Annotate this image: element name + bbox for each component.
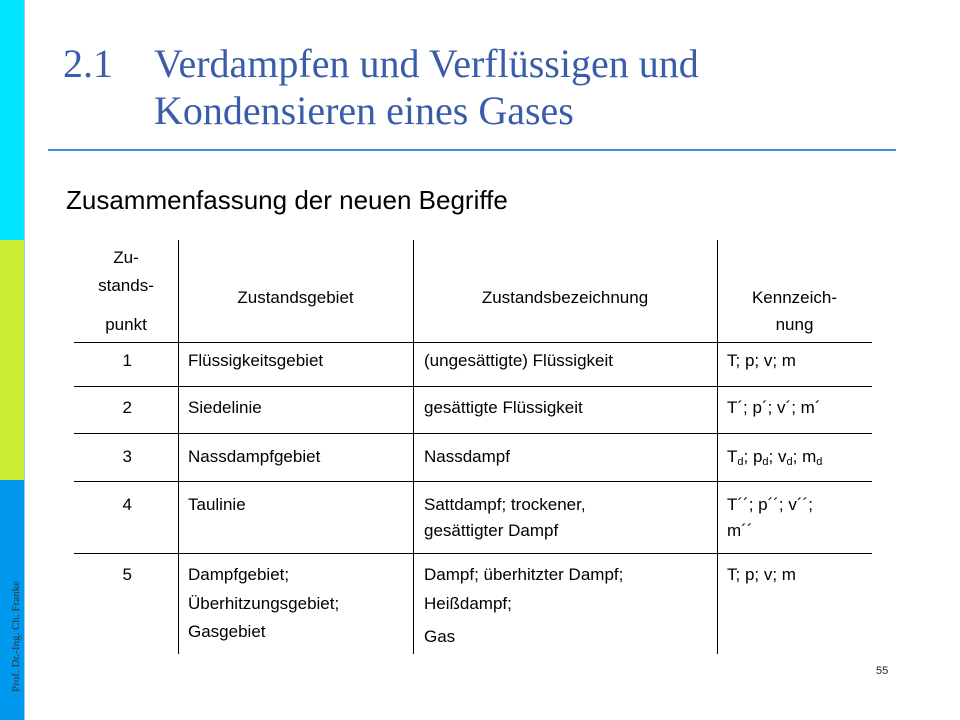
row-mark-line-2: m´´ xyxy=(727,521,753,540)
header-point-3: punkt xyxy=(105,315,147,334)
title-rule xyxy=(48,149,896,151)
table-hline xyxy=(74,481,872,482)
row-designation-line-2: gesättigter Dampf xyxy=(424,521,559,540)
row-number: 3 xyxy=(122,447,132,466)
row-designation: gesättigte Flüssigkeit xyxy=(424,398,583,417)
table-hline xyxy=(74,386,872,387)
row-mark: $T_d$; $p_d$; $v_d$; $m_d$ xyxy=(727,447,823,468)
header-designation: Zustandsbezeichnung xyxy=(481,288,649,307)
row-region-line-1: Dampfgebiet; xyxy=(188,565,290,584)
row-number: 1 xyxy=(122,351,132,370)
header-mark-2: nung xyxy=(775,315,814,334)
header-point-1: Zu- xyxy=(113,248,139,267)
page-number: 55 xyxy=(876,665,889,677)
author-label: Prof. Dr.-Ing. Ch. Franke xyxy=(10,581,22,692)
row-designation: (ungesättigte) Flüssigkeit xyxy=(424,351,613,370)
header-region: Zustandsgebiet xyxy=(237,288,354,307)
row-designation-line-3: Gas xyxy=(424,627,456,646)
side-bar-lime xyxy=(0,240,24,480)
row-designation-line-1: Dampf; überhitzter Dampf; xyxy=(424,565,624,584)
row-designation: Nassdampf xyxy=(424,447,510,466)
row-region: Flüssigkeitsgebiet xyxy=(188,351,324,370)
section-number: 2.1 xyxy=(63,41,113,86)
header-point-2: stands- xyxy=(98,276,154,295)
row-number: 2 xyxy=(122,398,132,417)
row-mark: T; p; v; m xyxy=(727,565,796,584)
row-region: Taulinie xyxy=(188,495,246,514)
title-line-1: Verdampfen und Verflüssigen und xyxy=(154,41,699,86)
slide-subtitle: Zusammenfassung der neuen Begriffe xyxy=(66,185,508,215)
side-divider xyxy=(24,0,25,720)
row-mark-line-1: T´´; p´´; v´´; xyxy=(727,495,813,514)
row-designation-line-1: Sattdampf; trockener, xyxy=(424,495,586,514)
table-hline xyxy=(74,553,872,554)
row-number: 5 xyxy=(122,565,132,584)
row-designation-line-2: Heißdampf; xyxy=(424,594,512,613)
row-region: Nassdampfgebiet xyxy=(188,447,321,466)
row-number: 4 xyxy=(122,495,132,514)
row-region-line-3: Gasgebiet xyxy=(188,622,266,641)
table-hline xyxy=(74,342,872,343)
row-region-line-2: Überhitzungsgebiet; xyxy=(188,594,340,613)
title-line-2: Kondensieren eines Gases xyxy=(154,88,574,133)
side-bar-cyan xyxy=(0,0,24,240)
row-region: Siedelinie xyxy=(188,398,262,417)
table-hline xyxy=(74,433,872,434)
row-mark: T; p; v; m xyxy=(727,351,796,370)
header-mark-1: Kennzeich- xyxy=(751,288,838,307)
row-mark: T´; p´; v´; m´ xyxy=(727,398,821,417)
